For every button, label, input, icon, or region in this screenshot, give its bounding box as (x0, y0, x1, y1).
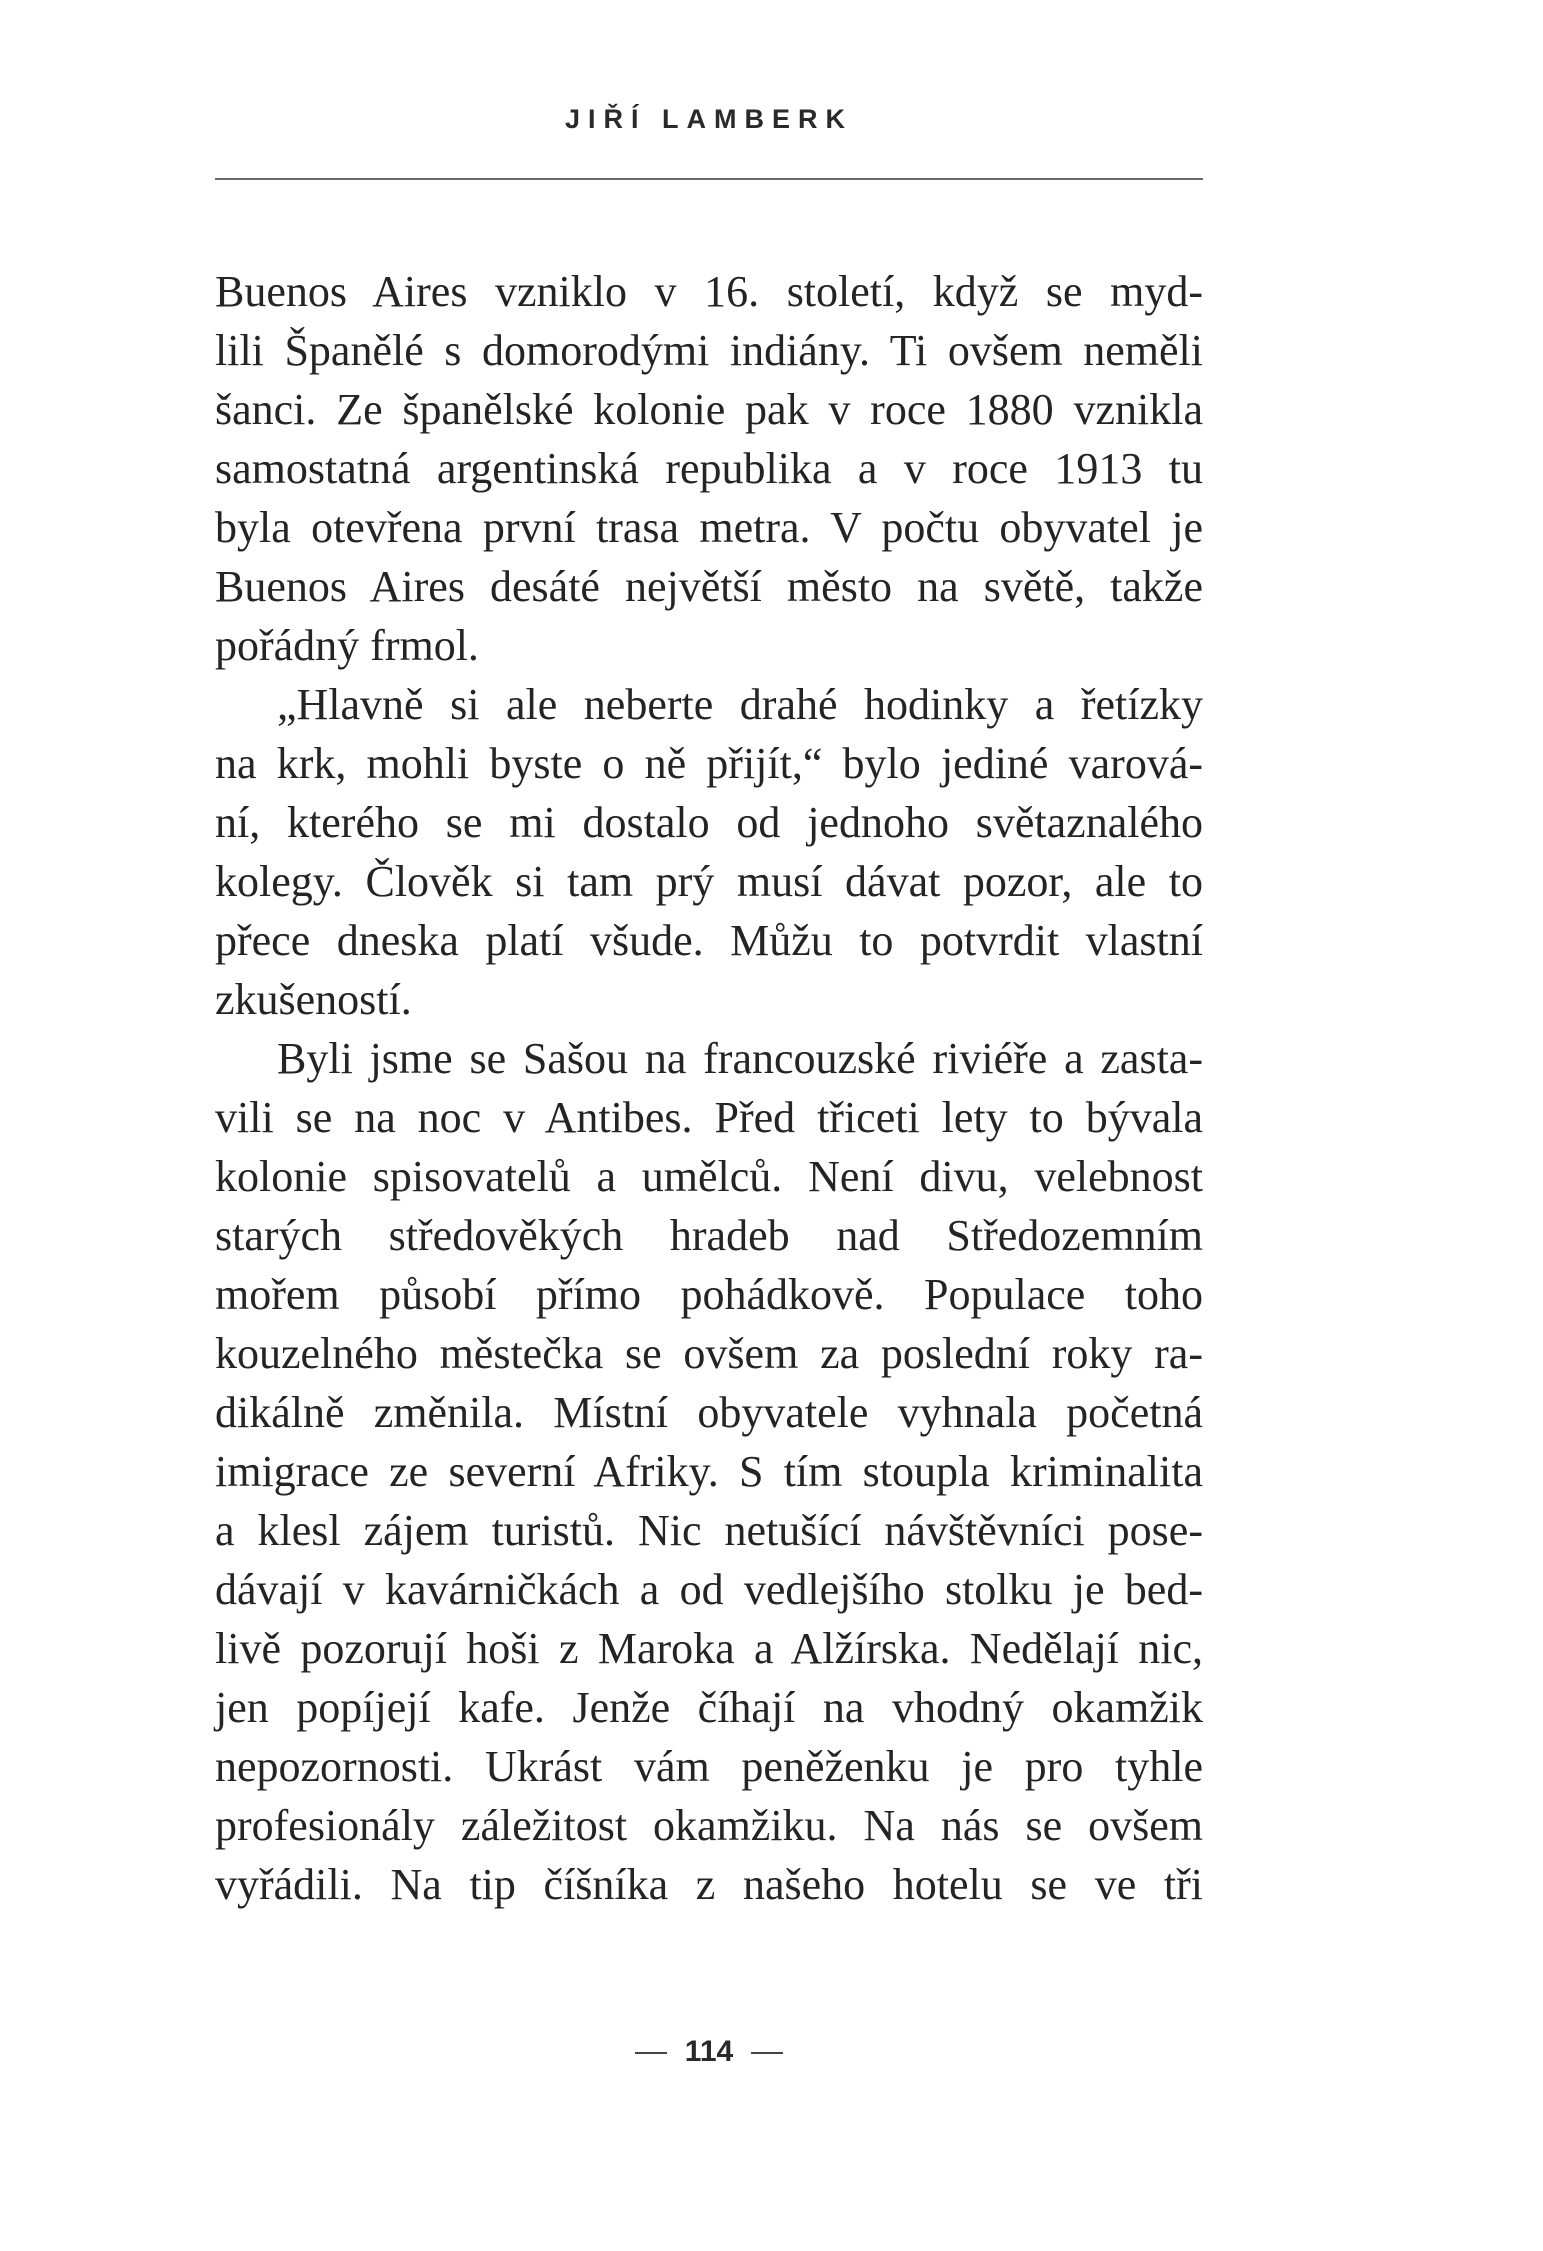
text-line: jen popíjejí kafe. Jenže číhají na vhodný okamžik (215, 1683, 1203, 1732)
text-line: „Hlavně si ale neberte drahé hodinky a řetízky (277, 680, 1203, 729)
text-line: starých středověkých hradeb nad Středozemním (215, 1211, 1203, 1260)
text-line: livě pozorují hoši z Maroka a Alžírska. Nedělají nic, (215, 1624, 1203, 1673)
text-line: vili se na noc v Antibes. Před třiceti lety to bývala (215, 1093, 1203, 1142)
header-divider (215, 178, 1203, 180)
body-text (215, 262, 1203, 1914)
text-line: kolonie spisovatelů a umělců. Není divu, velebnost (215, 1152, 1203, 1201)
page-number: 114 (684, 2035, 734, 2068)
text-line: kouzelného městečka se ovšem za poslední roky ra- (215, 1329, 1203, 1378)
text-line: Buenos Aires vzniklo v 16. století, když se myd- (215, 267, 1203, 316)
text-line: Buenos Aires desáté největší město na světě, takže (215, 562, 1203, 611)
text-line: lili Španělé s domorodými indiány. Ti ovšem neměli (215, 326, 1203, 375)
text-line: a klesl zájem turistů. Nic netušící návštěvníci pose- (215, 1506, 1203, 1555)
text-line: byla otevřena první trasa metra. V počtu obyvatel je (215, 503, 1203, 552)
text-line: nepozornosti. Ukrást vám peněženku je pro tyhle (215, 1742, 1203, 1791)
text-line: samostatná argentinská republika a v roce 1913 tu (215, 444, 1203, 493)
text-line: zkušeností. (215, 975, 412, 1024)
text-line: pořádný frmol. (215, 621, 479, 670)
text-line: šanci. Ze španělské kolonie pak v roce 1880 vznikla (215, 385, 1203, 434)
text-line: vyřádili. Na tip číšníka z našeho hotelu se ve tři (215, 1860, 1203, 1909)
text-line: na krk, mohli byste o ně přijít,“ bylo jediné varová- (215, 739, 1203, 788)
running-head-author: JIŘÍ LAMBERK (564, 104, 853, 134)
text-line: dávají v kavárničkách a od vedlejšího stolku je bed- (215, 1565, 1203, 1614)
text-line: ní, kterého se mi dostalo od jednoho světaznalého (215, 798, 1203, 847)
text-line: Byli jsme se Sašou na francouzské riviéře a zasta- (277, 1034, 1203, 1083)
text-line: přece dneska platí všude. Můžu to potvrdit vlastní (215, 916, 1203, 965)
folio-dash-left (635, 2052, 667, 2054)
text-line: kolegy. Člověk si tam prý musí dávat pozor, ale to (215, 857, 1203, 906)
folio-dash-right (751, 2052, 783, 2054)
page-number-footer (215, 2035, 1203, 2069)
text-line: dikálně změnila. Místní obyvatele vyhnala početná (215, 1388, 1203, 1437)
text-line: mořem působí přímo pohádkově. Populace toho (215, 1270, 1203, 1319)
text-line: imigrace ze severní Afriky. S tím stoupla kriminalita (215, 1447, 1203, 1496)
text-line: profesionály záležitost okamžiku. Na nás se ovšem (215, 1801, 1203, 1850)
